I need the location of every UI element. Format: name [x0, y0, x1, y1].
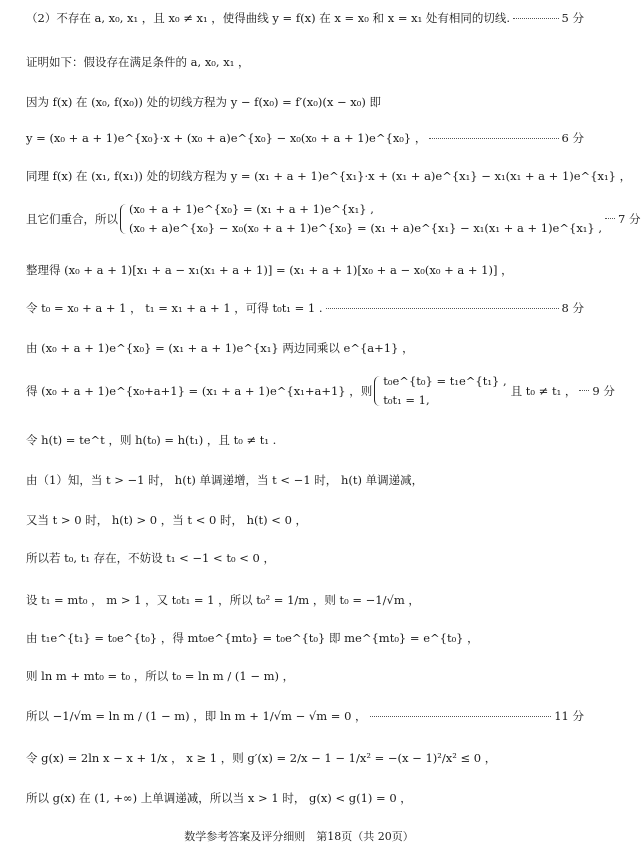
score-label: 6 分	[561, 131, 584, 145]
ratio-line	[26, 594, 584, 607]
system-row: t₀t₁ = 1,	[383, 393, 430, 407]
line-text: 又当 t > 0 时， h(t) > 0 ，当 t < 0 时， h(t) < 0 ，	[26, 513, 308, 527]
system-row: (x₀ + a)e^{x₀} − x₀(x₀ + a + 1)e^{x₀} = (x₁ + a)e^{x₁} − x₁(x₁ + a + 1)e^{x₁} ,	[129, 221, 603, 235]
sign-line	[26, 514, 584, 527]
system-rows	[129, 202, 602, 235]
line-text: 证明如下：假设存在满足条件的 a, x₀, x₁ ，	[26, 55, 250, 69]
leader-dots	[429, 138, 558, 139]
line-text: 所以 g(x) 在 (1, +∞) 上单调递减，所以当 x > 1 时， g(x) < g(1) = 0 ，	[26, 791, 412, 805]
line-text: 整理得 (x₀ + a + 1)[x₁ + a − x₁(x₁ + a + 1)] = (x₁ + a + 1)[x₀ + a − x₀(x₀ + a + 1)] ，	[26, 263, 513, 277]
line-text: 设 t₁ = mt₀ ， m > 1 ，又 t₀t₁ = 1 ，所以 t₀² = 1/m ，则 t₀ = −1/√m ，	[26, 593, 420, 607]
line-text: 由 t₁e^{t₁} = t₀e^{t₀} ，得 mt₀e^{mt₀} = t₀e^{t₀} 即 me^{mt₀} = e^{t₀} ，	[26, 631, 479, 645]
line-text: 令 t₀ = x₀ + a + 1 ， t₁ = x₁ + a + 1 ，可得 t₀t₁ = 1 .	[26, 301, 323, 315]
monotonicity-line	[26, 474, 584, 487]
line-text: 所以 −1/√m = ln m / (1 − m) ，即 ln m + 1/√m − √m = 0 ，	[26, 709, 367, 723]
system-label: 得 (x₀ + a + 1)e^{x₀+a+1} = (x₁ + a + 1)e^{x₁+a+1} ，则	[26, 383, 373, 398]
line-text: 因为 f(x) 在 (x₀, f(x₀)) 处的切线方程为 y − f(x₀) = f′(x₀)(x − x₀) 即	[26, 95, 382, 109]
system-label: 且它们重合，所以	[26, 211, 118, 226]
root-equation-line	[26, 710, 584, 723]
line-text: （2）不存在 a, x₀, x₁ ，且 x₀ ≠ x₁ ，使得曲线 y = f(x) 在 x = x₀ 和 x = x₁ 处有相同的切线.	[26, 11, 511, 25]
line-text: 令 h(t) = te^t ，则 h(t₀) = h(t₁) ，且 t₀ ≠ t₁ .	[26, 433, 277, 447]
line-text: 由 (x₀ + a + 1)e^{x₀} = (x₁ + a + 1)e^{x₁} 两边同乘以 e^{a+1} ，	[26, 341, 414, 355]
assumption-line	[26, 552, 584, 565]
leader-dots	[370, 716, 552, 717]
system-row: t₀e^{t₀} = t₁e^{t₁} ,	[383, 374, 507, 388]
multiply-line	[26, 342, 584, 355]
score-label: 8 分	[561, 301, 584, 315]
tangent-line-x1	[26, 169, 632, 183]
t-system	[26, 374, 615, 407]
line-text: 则 ln m + mt₀ = t₀ ，所以 t₀ = ln m / (1 − m) ，	[26, 669, 295, 683]
brace	[374, 376, 380, 406]
line-text: 令 g(x) = 2ln x − x + 1/x ， x ≥ 1 ，则 g′(x) = 2/x − 1 − 1/x² = −(x − 1)²/x² ≤ 0 ，	[26, 751, 497, 765]
exp-equation-line	[26, 632, 584, 645]
system-after: 且 t₀ ≠ t₁ ，	[510, 383, 577, 398]
leader-dots	[605, 218, 615, 219]
define-h-line	[26, 434, 584, 447]
conclusion-line	[26, 792, 584, 805]
score-label: 11 分	[554, 709, 584, 723]
system-rows	[383, 374, 506, 407]
leader-dots	[513, 18, 558, 19]
leader-dots	[326, 308, 559, 309]
tangent-line-x0	[26, 96, 584, 109]
proof-intro-line	[26, 56, 584, 69]
tangent-expanded-x0	[26, 132, 584, 145]
coincide-system	[26, 202, 641, 235]
leader-dots	[579, 390, 589, 391]
brace	[120, 204, 126, 234]
system-row: (x₀ + a + 1)e^{x₀} = (x₁ + a + 1)e^{x₁} ,	[129, 202, 374, 216]
line-text: y = (x₀ + a + 1)e^{x₀}·x + (x₀ + a)e^{x₀} − x₀(x₀ + a + 1)e^{x₀} ，	[26, 131, 427, 145]
score-label: 9 分	[592, 383, 615, 398]
line-text: 由（1）知，当 t > −1 时， h(t) 单调递增，当 t < −1 时， h(t) 单调递减，	[26, 473, 424, 487]
log-line	[26, 670, 584, 683]
substitution-line	[26, 302, 584, 315]
statement-line	[26, 12, 584, 25]
line-text: 所以若 t₀, t₁ 存在，不妨设 t₁ < −1 < t₀ < 0 ，	[26, 551, 275, 565]
line-text: 同理 f(x) 在 (x₁, f(x₁)) 处的切线方程为 y = (x₁ + a + 1)e^{x₁}·x + (x₁ + a)e^{x₁} − x₁(x₁ + a + 1)e^{x₁} ，	[26, 169, 632, 183]
simplified-equation-line	[26, 264, 584, 277]
page-footer: 数学参考答案及评分细则 第18页（共 20页）	[184, 830, 414, 843]
score-label: 5 分	[561, 11, 584, 25]
score-label: 7 分	[618, 211, 641, 226]
define-g-line	[26, 752, 584, 765]
